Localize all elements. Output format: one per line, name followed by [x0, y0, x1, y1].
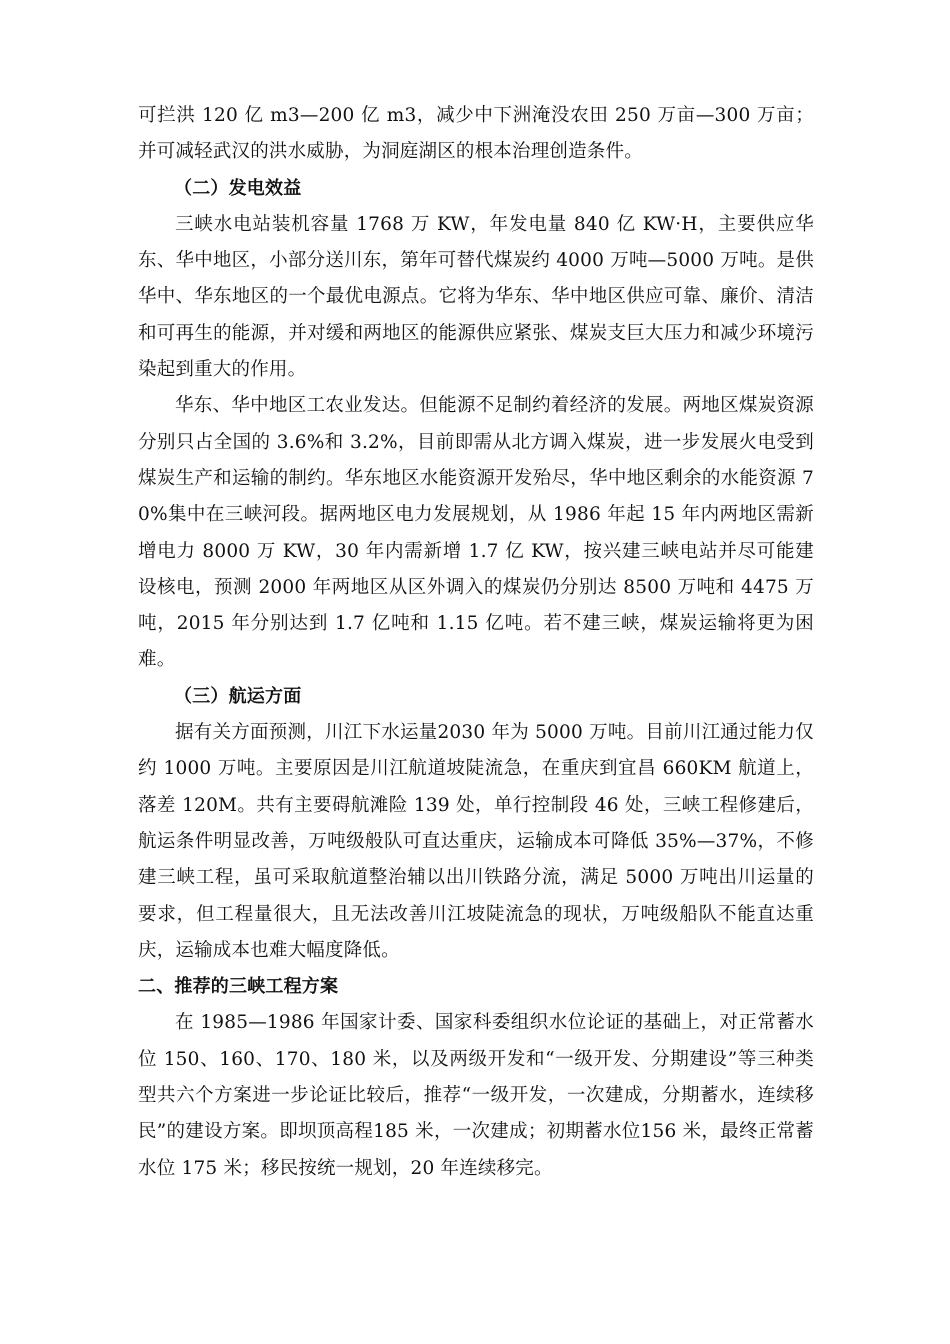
heading-recommended-plan: 二、推荐的三峡工程方案: [138, 976, 339, 998]
paragraph-recommended-plan: 在 1985—1986 年国家计委、国家科委组织水位论证的基础上，对正常蓄水位 150、160、170、180 米，以及两级开发和“一级开发、分期建设”等三种类型共六个方案进一步论证比较后，推荐“一级开发，一次建成，分期蓄水，连续移民”的建设方案。即坝顶高程185 米，一次建成；初期蓄水位156 米，最终正常蓄水位 175 米；移民按统一规划，20 年连续移完。: [138, 1012, 814, 1179]
paragraph-power-station: 三峡水电站装机容量 1768 万 KW，年发电量 840 亿 KW·H，主要供应华东、华中地区，小部分送川东，第年可替代煤炭约 4000 万吨—5000 万吨。是供华中、华东地区的一个最优电源点。它将为华东、华中地区供应可靠、廉价、清洁和可再生的能源，并对缓和两地区的能源供应紧张、煤炭支巨大压力和减少环境污染起到重大的作用。: [138, 213, 814, 381]
heading-shipping: （三）航运方面: [174, 685, 302, 707]
heading-power-benefit: （二）发电效益: [174, 177, 302, 199]
paragraph-shipping: 据有关方面预测，川江下水运量2030 年为 5000 万吨。目前川江通过能力仅约 1000 万吨。主要原因是川江航道坡陡流急，在重庆到宜昌 660KM 航道上，落差 120M。共有主要碍航滩险 139 处，单行控制段 46 处，三峡工程修建后，航运条件明显改善，万吨级般队可直达重庆，运输成本可降低 35%—37%，不修建三峡工程，虽可采取航道整治辅以出川铁路分流，满足 5000 万吨出川运量的要求，但工程量很大，且无法改善川江坡陡流急的现状，万吨级船队不能直达重庆，运输成本也难大幅度降低。: [138, 722, 814, 961]
paragraph-energy-shortage: 华东、华中地区工农业发达。但能源不足制约着经济的发展。两地区煤炭资源分别只占全国的 3.6%和 3.2%，目前即需从北方调入煤炭，进一步发展火电受到煤炭生产和运输的制约。华东地区水能资源开发殆尽，华中地区剩余的水能资源 70%集中在三峡河段。据两地区电力发展规划，从 1986 年起 15 年内两地区需新增电力 8000 万 KW，30 年内需新增 1.7 亿 KW，按兴建三峡电站并尽可能建设核电，预测 2000 年两地区从区外调入的煤炭仍分别达 8500 万吨和 4475 万吨，2015 年分别达到 1.7 亿吨和 1.15 亿吨。若不建三峡，煤炭运输将更为困难。: [138, 395, 814, 671]
paragraph-flood-control: 可拦洪 120 亿 m3—200 亿 m3，减少中下洲淹没农田 250 万亩—300 万亩；并可减轻武汉的洪水威胁，为洞庭湖区的根本治理创造条件。: [138, 105, 814, 163]
